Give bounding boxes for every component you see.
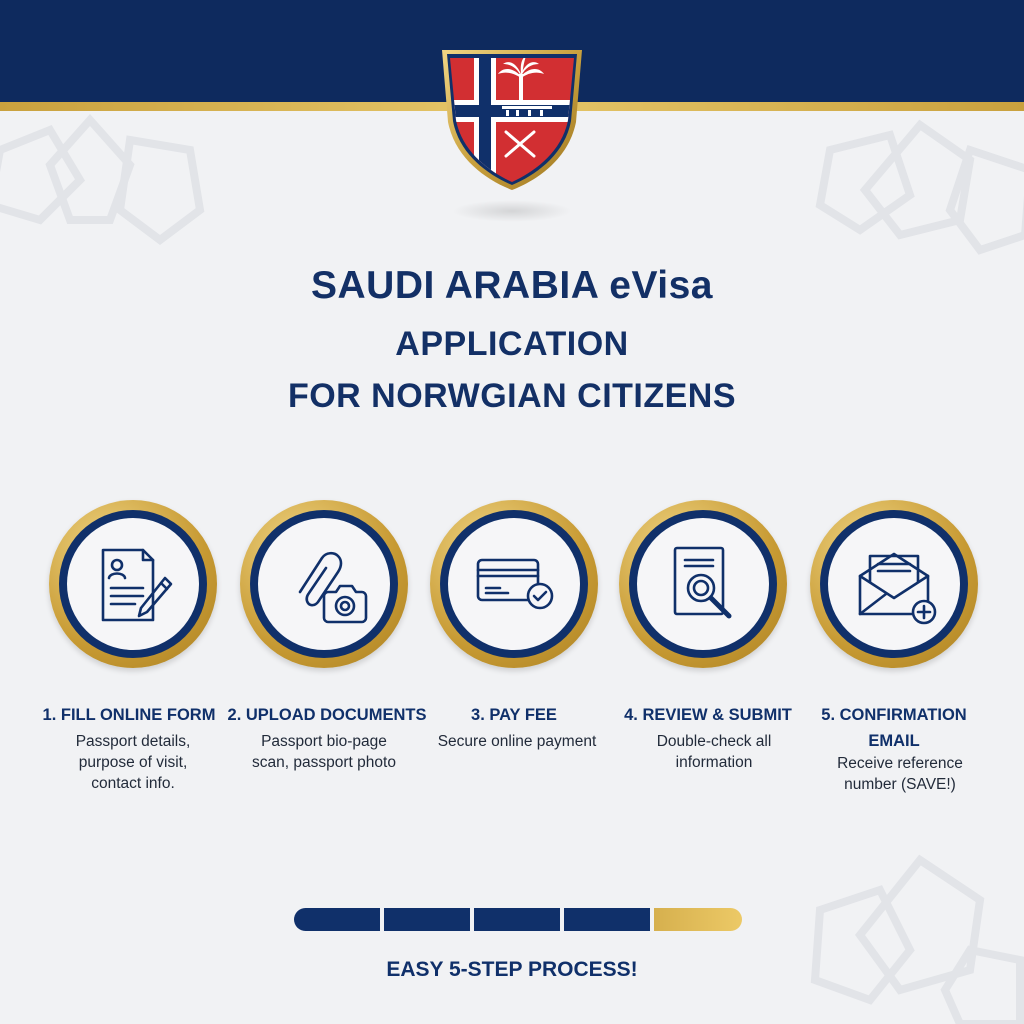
- form-pen-icon: [85, 536, 181, 632]
- step-4-title: 4. REVIEW & SUBMIT: [624, 706, 792, 724]
- emblem-shadow: [452, 200, 572, 222]
- step-3-description: Secure online payment: [437, 733, 597, 750]
- progress-bar: [294, 908, 742, 931]
- paperclip-camera-icon: [276, 536, 372, 632]
- left-geometric-pattern: [0, 110, 220, 280]
- envelope-plus-icon: [846, 536, 942, 632]
- title-line-2: APPLICATION: [395, 325, 629, 363]
- right-geometric-pattern: [810, 110, 1024, 280]
- step-1-badge: [49, 500, 217, 668]
- step-3-badge: [430, 500, 598, 668]
- progress-segment-4: [564, 908, 650, 931]
- saudi-norway-flag-shield-icon: [436, 40, 588, 190]
- progress-segment-5: [654, 908, 742, 931]
- step-2-description: Passport bio-page scan, passport photo: [252, 733, 396, 771]
- step-4-badge: [619, 500, 787, 668]
- title-line-3: FOR NORWGIAN CITIZENS: [287, 377, 737, 415]
- step-5-badge: [810, 500, 978, 668]
- bottom-right-geometric-pattern: [800, 840, 1024, 1024]
- step-5-title: 5. CONFIRMATION EMAIL: [821, 706, 967, 750]
- progress-segment-3: [474, 908, 560, 931]
- step-4-description: Double-check all information: [656, 733, 772, 771]
- credit-card-check-icon: [466, 536, 562, 632]
- step-1-title: 1. FILL ONLINE FORM: [42, 706, 216, 724]
- progress-segment-1: [294, 908, 380, 931]
- document-magnifier-icon: [655, 536, 751, 632]
- step-2-badge: [240, 500, 408, 668]
- footer-tagline: EASY 5-STEP PROCESS!: [386, 958, 638, 981]
- step-5-description: Receive reference number (SAVE!): [837, 755, 963, 793]
- step-2-title: 2. UPLOAD DOCUMENTS: [227, 706, 427, 724]
- title-line-1: SAUDI ARABIA eVisa: [311, 264, 713, 307]
- step-1-description: Passport details, purpose of visit, contact info.: [75, 733, 191, 792]
- step-3-title: 3. PAY FEE: [471, 706, 557, 724]
- progress-segment-2: [384, 908, 470, 931]
